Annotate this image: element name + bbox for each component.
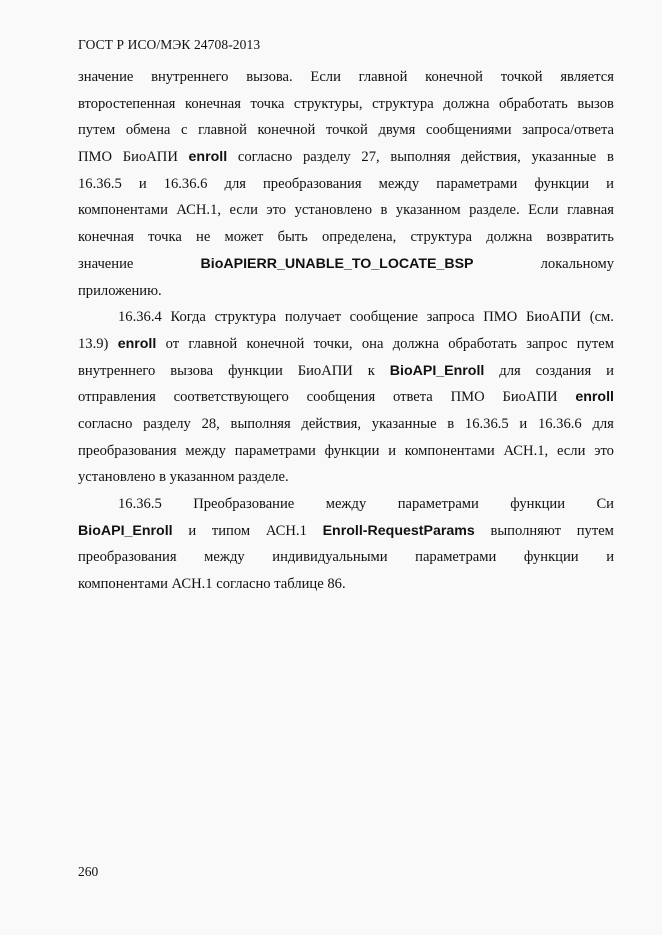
word: параметрами [436,175,518,192]
word: параметрами [397,496,479,512]
word: конечной [246,335,305,352]
word: компонентами [78,202,168,219]
word: конечной [425,69,483,85]
word: сообщение [349,309,418,326]
word: структура [214,309,277,326]
word: это [266,202,287,219]
word: 27, [361,149,380,166]
word: и [188,522,197,539]
word: с [181,122,188,139]
word: функции [534,175,590,192]
word: индивидуальными [272,549,388,566]
word: конечная [78,229,134,246]
word: функции [324,442,380,459]
word: АСН.1 [265,522,307,539]
text-line [78,544,614,571]
word: между [378,175,420,192]
code-identifier: BioAPI_Enroll [78,522,173,539]
word: между [204,549,245,566]
word: запроса [426,309,475,326]
word: путем [576,335,614,352]
paragraph-2 [78,304,614,491]
word: для [224,175,246,192]
word: она [361,335,384,352]
text-line [78,117,614,144]
word: в [447,415,455,432]
word: БиоАПИ [525,309,582,326]
word: между [325,496,367,512]
text-line [78,224,614,251]
word: преобразования [78,442,177,459]
word: между [185,442,226,459]
word: 16.36.5 [464,415,509,432]
word: должна [486,229,533,246]
word: в [380,202,388,219]
word: выполняя [390,149,451,166]
word: 16.36.5 [118,496,162,512]
word: вызова. [246,69,293,85]
word: обмена [125,122,171,139]
word: указанном [395,202,461,219]
word: сообщения [306,389,376,406]
word: получает [284,309,341,326]
word: двумя [378,122,416,139]
word: преобразования [262,175,362,192]
text-line [78,251,614,278]
word: компонентами [404,442,495,459]
word: ПМО [450,389,485,406]
word: внутреннего [78,362,156,379]
word: и [606,549,614,566]
word: согласно [78,415,133,432]
document-header: ГОСТ Р ИСО/МЭК 24708-2013 [78,37,261,52]
text-line [78,171,614,198]
word: Си [596,496,614,512]
word: структура [410,229,473,246]
word: точки, [313,335,353,352]
text-line [78,358,614,385]
text-line: установлено в указанном разделе. [78,469,289,486]
code-identifier: enroll [188,149,228,166]
text-line [78,304,614,331]
word: 16.36.6 [537,415,582,432]
word: 28, [201,415,220,432]
word: 16.36.5 [78,175,122,192]
paragraph-3 [78,491,614,598]
word: если [556,442,586,459]
word: отправления [78,389,156,406]
word: и [138,175,147,192]
word: точка [148,229,182,246]
word: точка [250,95,285,112]
word: сообщениями [425,122,512,139]
word: главной [358,69,408,85]
word: главной [188,335,238,352]
word: установлено [294,202,373,219]
word: выполняют [490,522,561,539]
word: преобразования [78,549,177,566]
word: точкой [325,122,368,139]
word: указанные [371,415,437,432]
word: локальному [540,255,614,272]
word: если [229,202,258,219]
word: для [499,362,521,379]
word: 16.36.6 [163,175,208,192]
word: запрос [526,335,568,352]
word: может [224,229,264,246]
text-line [78,64,614,91]
word: второстепенная [78,95,176,112]
word: и [388,442,396,459]
word: значение [78,69,134,85]
word: БиоАПИ [122,149,178,166]
word: ПМО [78,149,113,166]
word: значение [78,255,134,272]
word: и [606,362,614,379]
word: структура [372,95,434,112]
code-identifier: enroll [117,335,157,352]
word: ответа [392,389,433,406]
text-line: компонентами АСН.1 согласно таблице 86. [78,576,346,593]
word: вызов [577,95,614,112]
paragraph-1 [78,64,614,304]
word: соответствующего [173,389,289,406]
word: это [594,442,614,459]
word: обработать [448,335,517,352]
word: функции [510,496,566,512]
code-identifier: BioAPI_Enroll [389,362,485,379]
word: в [606,149,614,166]
word: указанные [531,149,597,166]
word: действия, [461,149,521,166]
word: внутреннего [151,69,229,85]
word: создания [535,362,592,379]
text-line: приложению. [78,282,162,299]
word: БиоАПИ [502,389,558,406]
word: к [367,362,375,379]
word: типом [211,522,251,539]
word: для [592,415,614,432]
word: не [196,229,211,246]
code-identifier: enroll [575,389,614,406]
word: разделе. [469,202,520,219]
word: АСН.1, [176,202,222,219]
text-line [78,384,614,411]
word: структуры, [293,95,363,112]
text-line [78,491,614,518]
text-line [78,91,614,118]
text-line [78,411,614,438]
text-line [78,144,614,171]
word: обработать [499,95,568,112]
word: должна [443,95,490,112]
word: определена, [321,229,397,246]
word: функции [523,549,579,566]
text-line [78,518,614,545]
word: является [560,69,614,85]
word: возвратить [546,229,614,246]
word: БиоАПИ [297,362,353,379]
word: функции [228,362,283,379]
word: Когда [170,309,206,326]
word: и [519,415,528,432]
word: Если [528,202,559,219]
word: вызова [170,362,214,379]
word: разделу [143,415,191,432]
word: разделу [302,149,351,166]
word: 16.36.4 [118,309,162,326]
word: Преобразование [193,496,295,512]
word: путем [78,122,116,139]
word: путем [576,522,614,539]
text-line [78,438,614,465]
document-body [78,64,614,598]
word: от [165,335,180,352]
word: выполняя [230,415,291,432]
word: точкой [500,69,543,85]
word: (см. [589,309,614,326]
word: ПМО [483,309,518,326]
word: АСН.1, [503,442,549,459]
word: главной [198,122,247,139]
word: Если [310,69,341,85]
word: согласно [237,149,293,166]
word: действия, [301,415,362,432]
word: главная [567,202,614,219]
word: и [606,175,614,192]
word: конечная [185,95,241,112]
code-identifier: Enroll-RequestParams [322,522,475,539]
word: должна [392,335,439,352]
word: параметрами [234,442,316,459]
word: быть [277,229,308,246]
word: 13.9) [78,335,109,352]
page-number: 260 [78,864,99,879]
text-line [78,331,614,358]
code-identifier: BioAPIERR_UNABLE_TO_LOCATE_BSP [200,255,474,272]
word: параметрами [415,549,497,566]
word: запроса/ответа [522,122,614,139]
text-line [78,197,614,224]
word: конечной [257,122,316,139]
